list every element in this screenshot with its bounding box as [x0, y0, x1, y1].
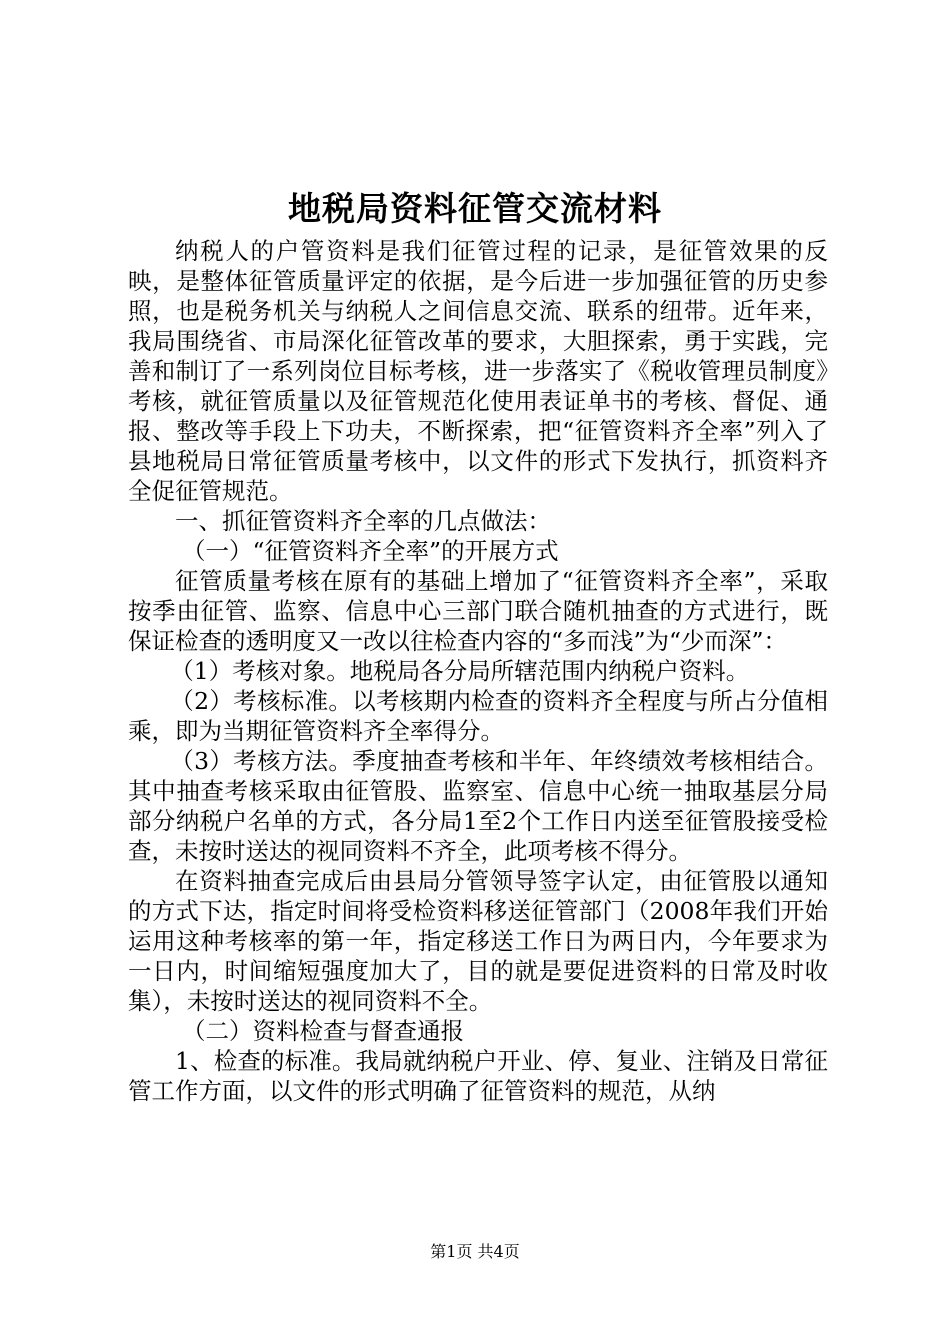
paragraph-check-standard: 1、检查的标准。我局就纳税户开业、停、复业、注销及日常征管工作方面，以文件的形式明确了征管资料的规范，从纳 — [128, 1047, 828, 1105]
heading-subsection-2: （二）资料检查与督查通报 — [182, 1017, 465, 1045]
list-item-target: （1）考核对象。地税局各分局所辖范围内纳税户资料。 — [170, 657, 750, 685]
paragraph-method: 征管质量考核在原有的基础上增加了“征管资料齐全率”，采取按季由征管、监察、信息中心三部门联合随机抽查的方式进行，既保证检查的透明度又一改以往检查内容的“多而浅”为“少而深”： — [128, 567, 828, 655]
document-body — [128, 236, 828, 1106]
paragraph-intro: 纳税人的户管资料是我们征管过程的记录，是征管效果的反映，是整体征管质量评定的依据，是今后进一步加强征管的历史参照，也是税务机关与纳税人之间信息交流、联系的纽带。近年来，我局围绕省、市局深化征管改革的要求，大胆探索，勇于实践，完善和制订了一系列岗位目标考核，进一步落实了《税收管理员制度》考核，就征管质量以及征管规范化使用表证单书的考核、督促、通报、整改等手段上下功夫，不断探索，把“征管资料齐全率”列入了县地税局日常征管质量考核中，以文件的形式下发执行，抓资料齐全促征管规范。 — [128, 237, 828, 505]
list-item-approach: （3）考核方法。季度抽查考核和半年、年终绩效考核相结合。其中抽查考核采取由征管股、监察室、信息中心统一抽取基层分局部分纳税户名单的方式，各分局1至2个工作日内送至征管股接受检查，未按时送达的视同资料不齐全，此项考核不得分。 — [128, 747, 828, 865]
paragraph-followup: 在资料抽查完成后由县局分管领导签字认定，由征管股以通知的方式下达，指定时间将受检资料移送征管部门（2008年我们开始运用这种考核率的第一年，指定移送工作日为两日内，今年要求为一日内，时间缩短强度加大了，目的就是要促进资料的日常及时收集），未按时送达的视同资料不全。 — [128, 867, 828, 1015]
heading-section-1: 一、抓征管资料齐全率的几点做法： — [175, 507, 551, 535]
document-title: 地税局资料征管交流材料 — [288, 189, 662, 228]
list-item-standard: （2）考核标准。以考核期内检查的资料齐全程度与所占分值相乘，即为当期征管资料齐全率得分。 — [128, 687, 828, 745]
page-footer: 第1页 共4页 — [430, 1242, 520, 1261]
heading-subsection-1: （一）“征管资料齐全率”的开展方式 — [182, 537, 559, 565]
